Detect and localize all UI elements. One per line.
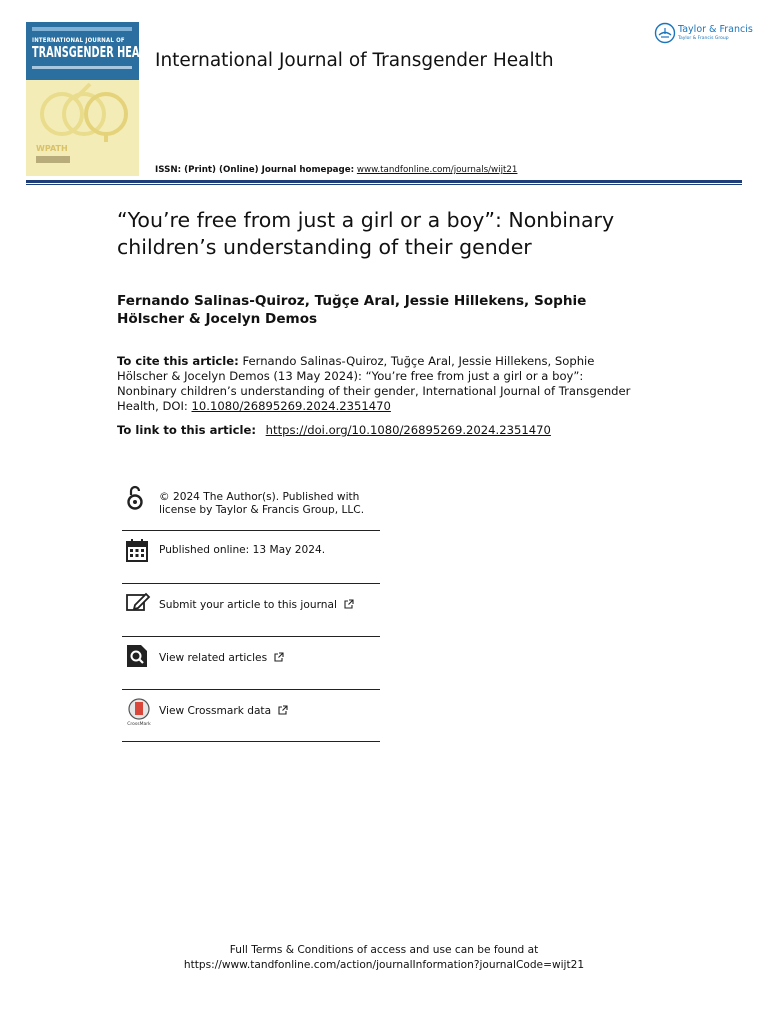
external-link-icon: [344, 599, 354, 609]
related-label: View related articles: [159, 652, 268, 664]
header-rule: [26, 180, 742, 183]
cover-journal-line2: TRANSGENDER HEALTH: [32, 43, 159, 61]
edit-icon: [126, 592, 150, 612]
external-link-icon: [278, 705, 288, 715]
journal-homepage-link[interactable]: www.tandfonline.com/journals/wijt21: [356, 165, 518, 175]
divider: [122, 689, 380, 690]
journal-cover-image: [26, 22, 159, 176]
article-doi-link[interactable]: https://doi.org/10.1080/26895269.2024.2351470: [265, 423, 551, 437]
cite-label: To cite this article:: [117, 354, 239, 368]
cite-doi-link[interactable]: 10.1080/26895269.2024.2351470: [191, 399, 391, 413]
crossmark-icon: [126, 698, 152, 726]
article-title: “You’re free from just a girl or a boy”: Nonbinary children’s understanding of their gender: [117, 208, 615, 259]
article-authors: Fernando Salinas-Quiroz, Tuğçe Aral, Jessie Hillekens, Sophie Hölscher & Jocelyn Demos: [117, 293, 587, 327]
divider: [122, 583, 380, 584]
gender-symbols-icon: [32, 84, 132, 142]
header-rule-thin: [26, 184, 742, 185]
license-text: © 2024 The Author(s). Published with license by Taylor & Francis Group, LLC.: [159, 491, 365, 516]
article-link-line: [117, 423, 551, 437]
crossmark-label: View Crossmark data: [159, 705, 272, 717]
license-row: [122, 485, 380, 525]
calendar-icon: [126, 538, 148, 562]
terms-line: Full Terms & Conditions of access and use can be found at: [229, 944, 539, 956]
divider: [122, 741, 380, 742]
open-access-icon: [126, 485, 144, 511]
crossmark-row[interactable]: [122, 696, 380, 736]
search-document-icon: [126, 644, 148, 668]
crossmark-link[interactable]: [159, 705, 379, 718]
cover-wpath-mark: WPATH: [36, 144, 68, 153]
cover-subtitle-strip: [32, 66, 132, 69]
issn-label: ISSN: (Print) (Online) Journal homepage:: [155, 165, 355, 175]
submit-row[interactable]: [122, 590, 380, 630]
publisher-name: Taylor & Francis: [678, 24, 753, 35]
submit-label: Submit your article to this journal: [159, 599, 337, 611]
issn-line: [155, 165, 517, 175]
published-row: [122, 537, 380, 577]
citation-block: [117, 354, 637, 414]
terms-url-link[interactable]: https://www.tandfonline.com/action/journalInformation?journalCode=wijt21: [183, 959, 585, 971]
external-link-icon: [274, 652, 284, 662]
divider: [122, 530, 380, 531]
published-text: Published online: 13 May 2024.: [159, 544, 326, 556]
related-link[interactable]: [159, 652, 379, 665]
related-row[interactable]: [122, 643, 380, 683]
cite-text: Fernando Salinas-Quiroz, Tuğçe Aral, Jessie Hillekens, Sophie Hölscher & Jocelyn Demos (13 May 2024): “You’re free from just a girl or a boy”: Nonbinary children’s understanding of their gender, International Journal of Transgender Health, DOI:: [117, 354, 631, 413]
submit-link[interactable]: [159, 599, 379, 612]
terms-footer: [0, 943, 768, 973]
cover-publisher-mark: [36, 156, 70, 163]
crossmark-icon-label: CrossMark: [127, 722, 151, 727]
link-label: To link to this article:: [117, 423, 256, 437]
cover-top-strip: [32, 27, 132, 31]
publisher-subname: Taylor & Francis Group: [678, 36, 729, 41]
divider: [122, 636, 380, 637]
journal-title: International Journal of Transgender Health: [155, 50, 554, 71]
taylor-francis-logo-icon: [654, 22, 676, 44]
cover-journal-line1: INTERNATIONAL JOURNAL OF: [32, 37, 125, 44]
publisher-logo[interactable]: [654, 22, 753, 48]
